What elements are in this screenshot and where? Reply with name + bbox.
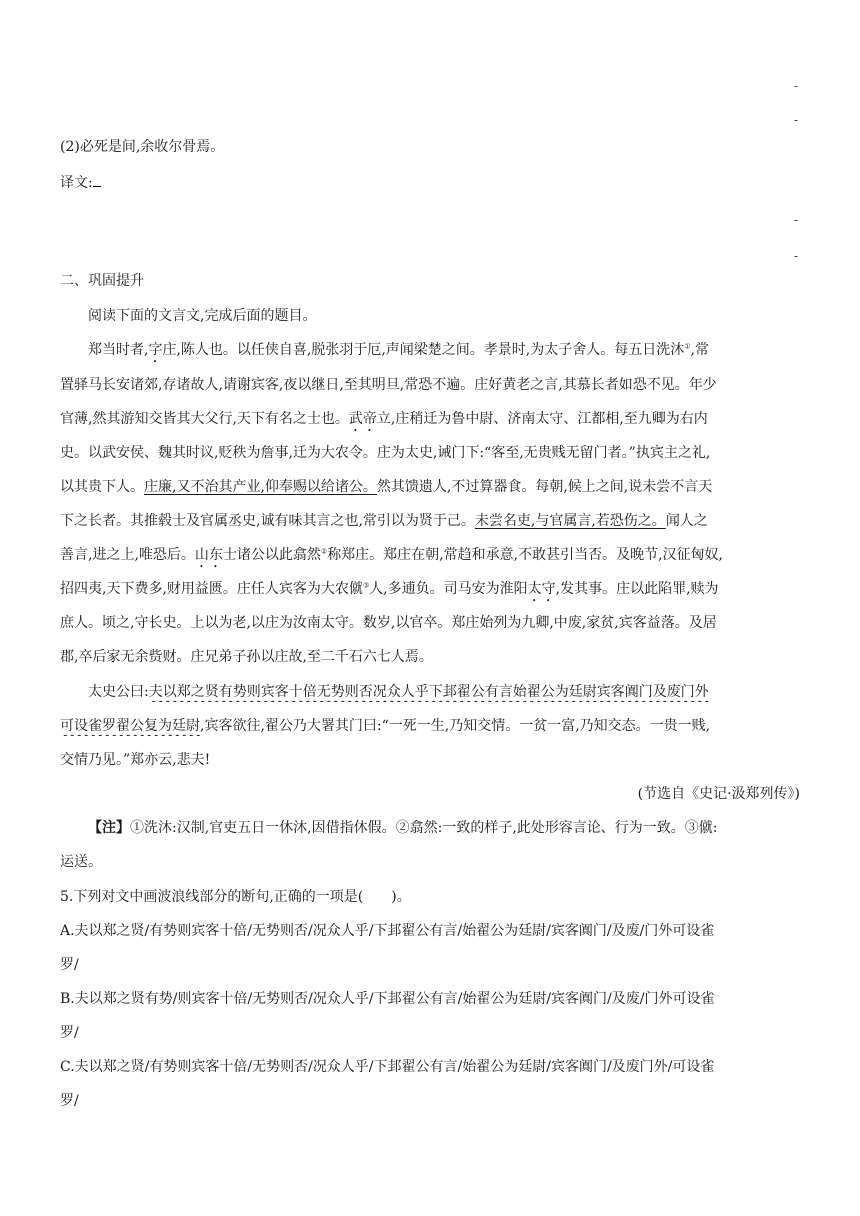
wavy-underlined-text: 可设雀罗翟公复为廷尉: [60, 718, 200, 734]
section-title: 二、巩固提升: [60, 273, 144, 289]
margin-mark: -: [793, 113, 798, 127]
underlined-sentence: 未尝名吏,与官属言,若恐伤之。: [474, 513, 666, 529]
passage-line: 以其贵下人。庄廉,又不治其产业,仰奉赐以给诸公。然其馈遗人,不过算器食。每朝,候上之间,说未尝不言天: [60, 479, 713, 495]
option-b[interactable]: B.夫以郑之贤有势/则宾客十倍/无势则否/况众人乎/下邽翟公有言/始翟公为廷尉/宾客阗门/及废/门外可设雀: [60, 991, 715, 1007]
translation-blank[interactable]: [93, 172, 101, 187]
notes-line: 运送。: [60, 854, 102, 870]
passage-line: 史。以武安侯、魏其时议,贬秩为詹事,迁为大农令。庄为太史,诫门下:“客至,无贵贱无留门者。”执宾主之礼,: [60, 445, 711, 461]
translation-line: [60, 172, 800, 193]
option-a-cont: 罗/: [60, 957, 79, 973]
note-marker: ②: [320, 547, 328, 556]
wavy-underlined-text: 夫以郑之贤有势则宾客十倍无势则否况众人乎下邽翟公有言始翟公为廷尉宾客阗门及废门外: [148, 684, 709, 700]
margin-mark: -: [793, 213, 798, 227]
dotted-word: 山东: [194, 547, 223, 563]
passage-line: 太史公曰:夫以郑之贤有势则宾客十倍无势则否况众人乎下邽翟公有言始翟公为廷尉宾客阗门及废门外: [88, 684, 709, 700]
notes-label: 【注】: [88, 820, 130, 836]
dotted-word: 太守: [527, 581, 556, 597]
passage-line: 置驿马长安诸郊,存诸故人,请谢宾客,夜以继日,至其明旦,常恐不遍。庄好黄老之言,其慕长者如恐不见。年少: [60, 377, 717, 393]
margin-mark: -: [793, 79, 798, 93]
translation-label: 译文:: [60, 175, 93, 191]
underlined-sentence: 庄廉,又不治其产业,仰奉赐以给诸公。: [144, 479, 377, 495]
passage-line: 下之长者。其推毂士及官属丞史,诚有味其言之也,常引以为贤于己。未尝名吏,与官属言,若恐伤之。闻人之: [60, 513, 708, 529]
option-c[interactable]: C.夫以郑之贤/有势则宾客十倍/无势则否/况众人乎/下邽翟公有言/始翟公为廷尉/宾客阗门/及废门外/可设雀: [60, 1059, 715, 1075]
passage-line: 交情乃见。”郑亦云,悲夫!: [60, 752, 211, 768]
passage-line: 郑当时者,字庄,陈人也。以任侠自喜,脱张羽于厄,声闻梁楚之间。孝景时,为太子舍人。每五日洗沐①,常: [88, 342, 709, 358]
note-marker: ①: [684, 342, 691, 351]
passage-line: 可设雀罗翟公复为廷尉,宾客欲往,翟公乃大署其门曰:“一死一生,乃知交情。一贫一富,乃知交态。一贵一贱,: [60, 718, 711, 734]
passage-line: 招四夷,天下费多,财用益匮。庄任人宾客为大农僦③人,多逋负。司马安为淮阳太守,发其事。庄以此陷罪,赎为: [60, 581, 719, 597]
option-b-cont: 罗/: [60, 1025, 79, 1041]
question-2-sentence: (2)必死是间,余收尔骨焉。: [60, 139, 225, 155]
passage-line: 善言,进之上,唯恐后。山东士诸公以此翕然②称郑庄。郑庄在朝,常趋和承意,不敢甚引当否。及晚节,汉征匈奴,: [60, 547, 723, 563]
question-5-stem: 5.下列对文中画波浪线部分的断句,正确的一项是( )。: [60, 889, 411, 905]
option-a[interactable]: A.夫以郑之贤/有势则宾客十倍/无势则否/况众人乎/下邽翟公有言/始翟公为廷尉/宾客阗门/及废/门外可设雀: [60, 923, 715, 939]
passage-line: 郡,卒后家无余赀财。庄兄弟子孙以庄故,至二千石六七人焉。: [60, 649, 433, 665]
passage-line: 庶人。顷之,守长史。上以为老,以庄为汝南太守。数岁,以官卒。郑庄始列为九卿,中废,家贫,宾客益落。及居: [60, 615, 717, 631]
dotted-word: 武帝: [348, 411, 377, 427]
passage-source: (节选自《史记·汲郑列传》): [637, 786, 800, 802]
section-instruction: 阅读下面的文言文,完成后面的题目。: [88, 308, 317, 324]
dotted-word: 字: [148, 342, 163, 358]
margin-mark: -: [793, 249, 798, 263]
passage-line: 官薄,然其游知交皆其大父行,天下有名之士也。武帝立,庄稍迁为鲁中尉、济南太守、江都相,至九卿为右内: [60, 411, 708, 427]
option-c-cont: 罗/: [60, 1093, 79, 1109]
note-marker: ③: [362, 581, 370, 590]
notes-line: 【注】①洗沐:汉制,官吏五日一休沐,因借指休假。②翕然:一致的样子,此处形容言论、行为一致。③僦:: [88, 820, 718, 836]
